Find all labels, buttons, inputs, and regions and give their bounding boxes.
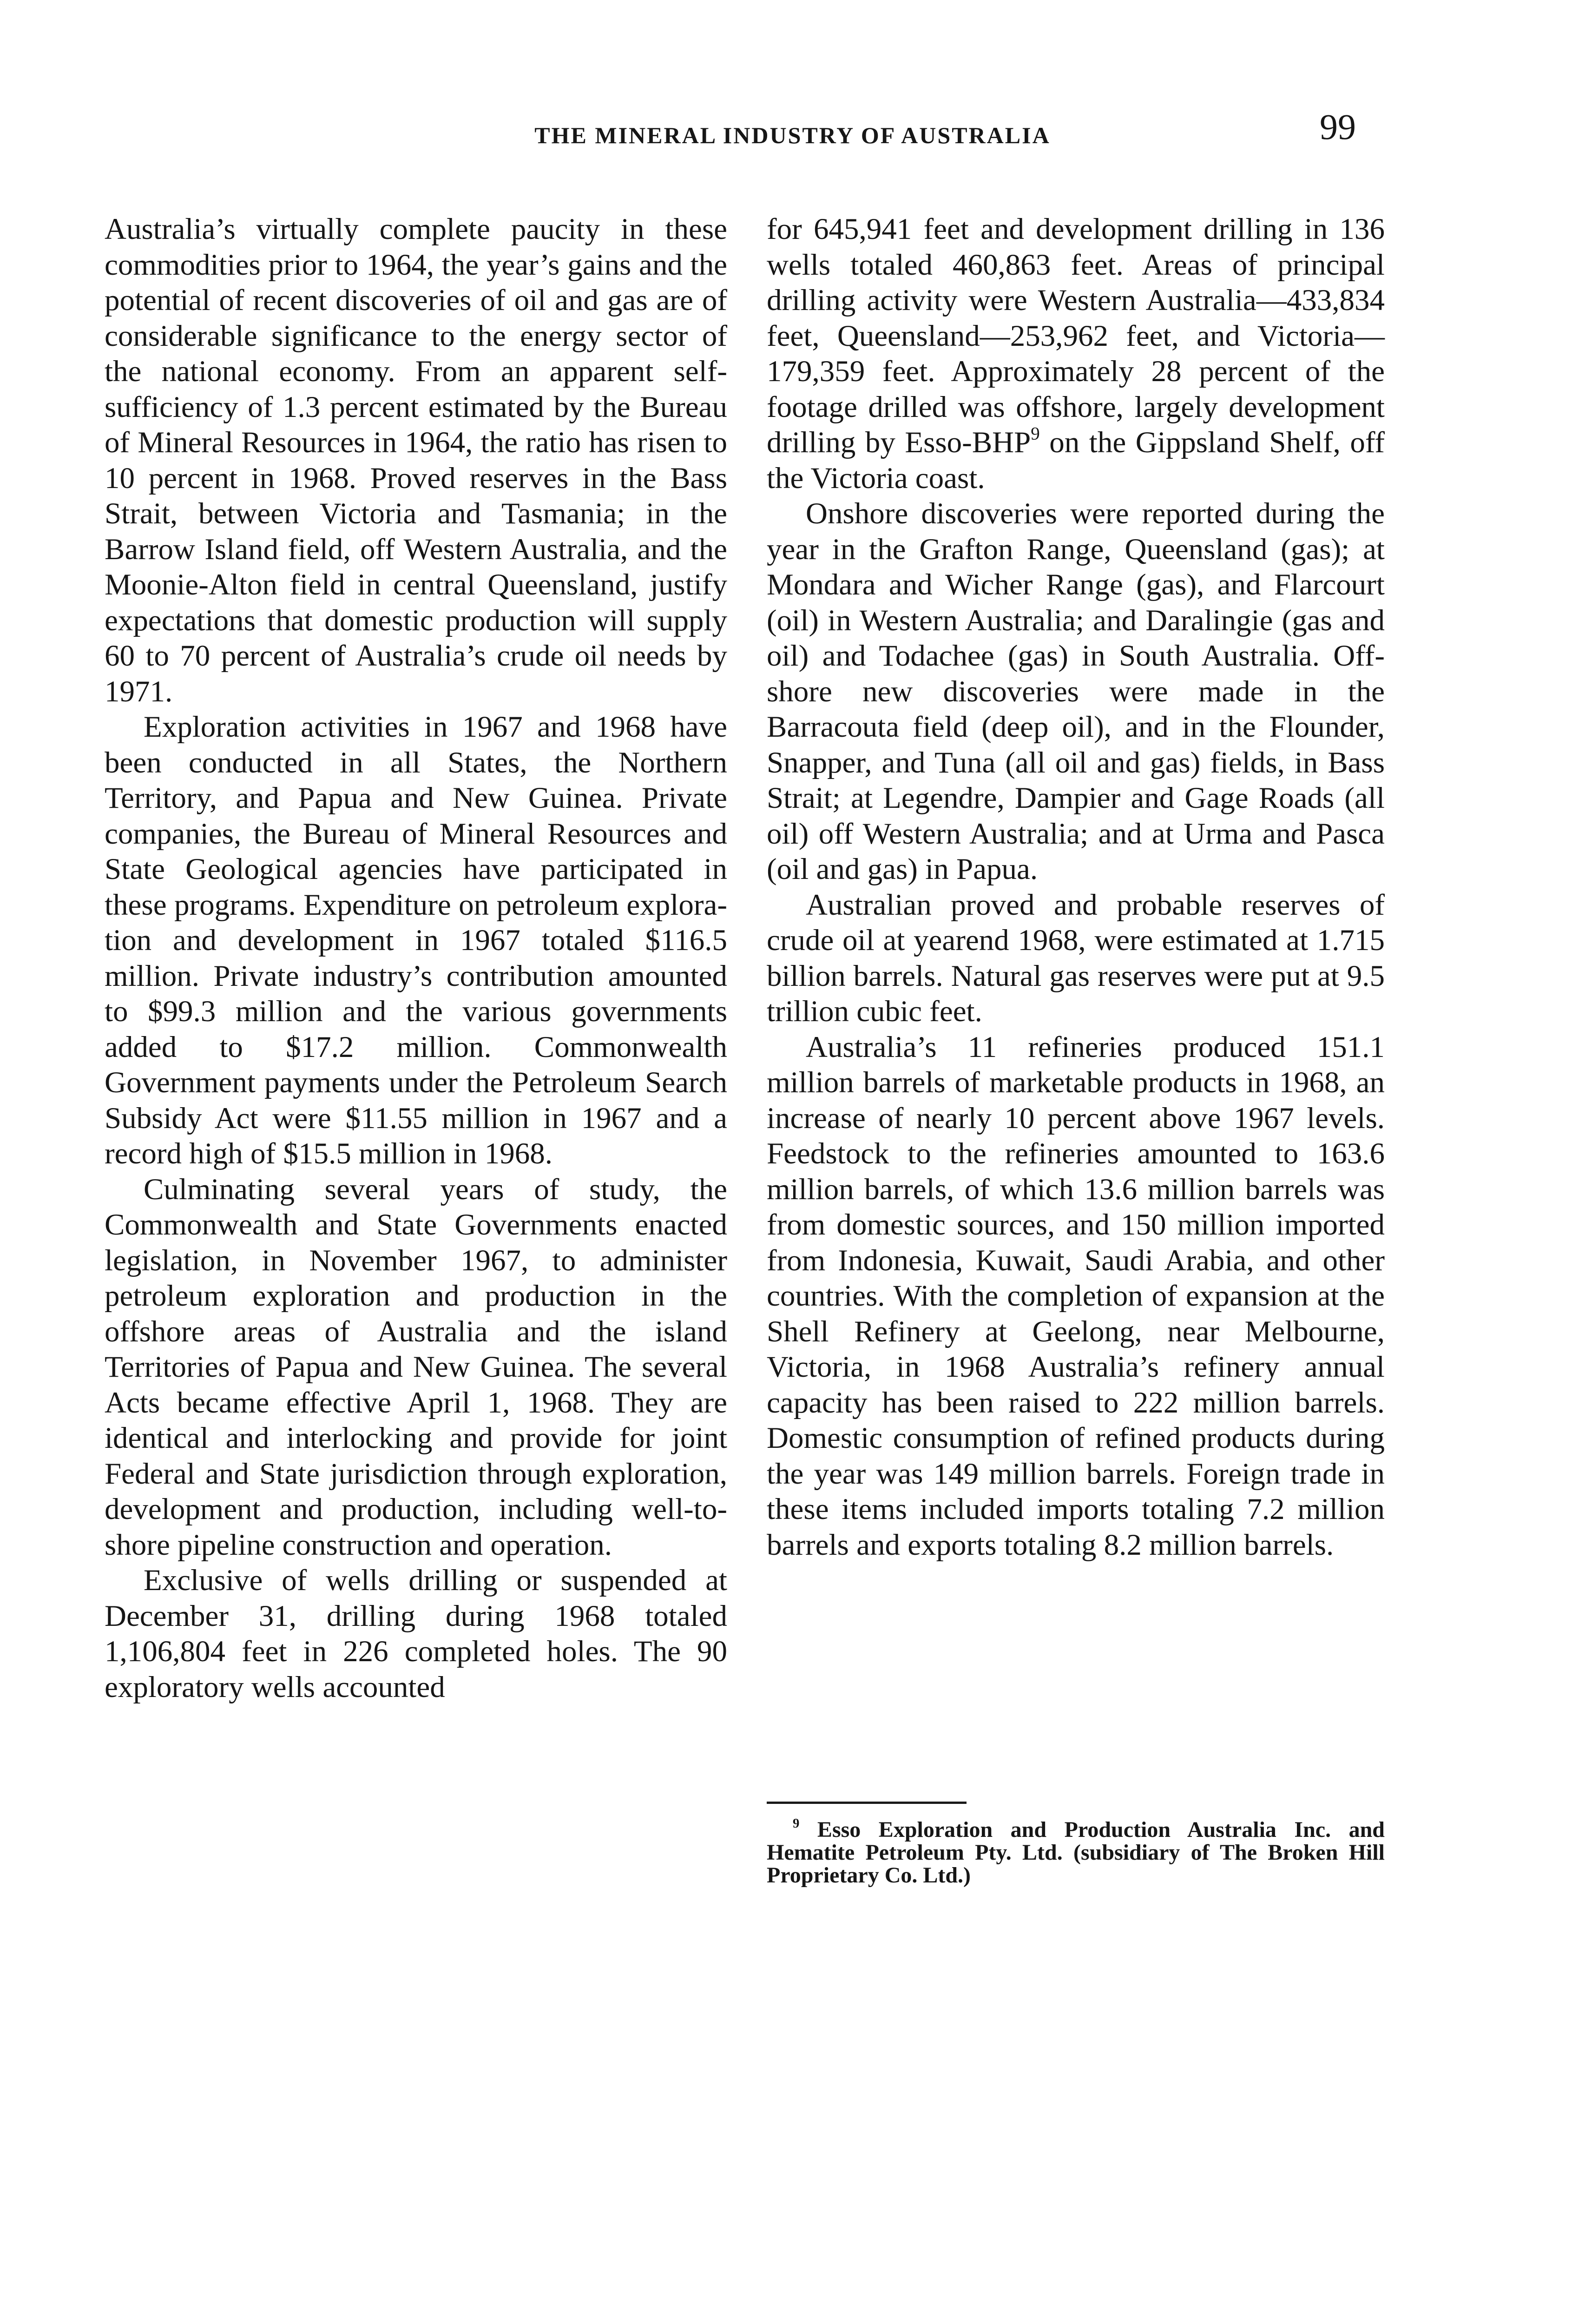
paragraph: Onshore discoveries were reported during the year in the Grafton Range, Queensland (gas); at Mondara and Wicher Range (gas), and Flarcourt (oil) in Western Australia; and Daralingie (gas and oil) and Todachee (gas) in South Australia. Offshore new discoveries were made in the Barracouta field (deep oil), and in the Flounder, Snapper, and Tuna (all oil and gas) fields, in Bass Strait; at Legendre, Dampier and Gage Roads (all oil) off Western Australia; and at Urma and Pasca (oil and gas) in Papua.: [767, 497, 1385, 886]
paragraph-text: on the Gippsland Shelf, off the Victoria coast.: [767, 426, 1385, 495]
paragraph-text: for 645,941 feet and development drilling in 136 wells totaled 460,863 feet. Areas of principal drilling activity were Western Australia—433,834 feet, Queensland—253,962 feet, and Victoria—179,359 feet. Approximately 28 percent of the footage drilled was offshore, largely development drilling by Esso-BHP: [767, 212, 1385, 459]
paragraph: Australian proved and probable reserves of crude oil at yearend 1968, were estimated at 1.715 billion barrels. Natural gas reserves were put at 9.5 trillion cubic feet.: [767, 888, 1385, 1028]
footnote-marker: 9: [793, 1816, 800, 1831]
running-title: THE MINERAL INDUSTRY OF AUSTRALIA: [534, 122, 1051, 148]
footnote-reference: 9: [1031, 423, 1040, 444]
paragraph: Australia’s virtually complete paucity in these commodities prior to 1964, the year’s gains and the potential of recent discoveries of oil and gas are of considerable significance to the energy sector of the national economy. From an apparent self-sufficiency of 1.3 percent estimated by the Bureau of Mineral Resources in 1964, the ratio has risen to 10 percent in 1968. Proved reserves in the Bass Strait, between Victoria and Tasmania; in the Barrow Island field, off Western Australia, and the Moonie-Alton field in central Queensland, justify expectations that domestic production will supply 60 to 70 percent of Australia’s crude oil needs by 1971.: [105, 212, 727, 708]
page-number: 99: [1320, 106, 1356, 147]
paragraph: Australia’s 11 refineries produced 151.1 million barrels of marketable products in 1968, an increase of nearly 10 percent above 1967 levels. Feedstock to the refineries amounted to 163.6 million barrels, of which 13.6 million barrels was from domestic sources, and 150 million imported from Indonesia, Kuwait, Saudi Arabia, and other countries. With the completion of expansion at the Shell Refinery at Geelong, near Melbourne, Victoria, in 1968 Australia’s refinery annual capacity has been raised to 222 million barrels. Domestic consumption of refined products during the year was 149 million barrels. Foreign trade in these items included imports totaling 7.2 million barrels and exports totaling 8.2 million barrels.: [767, 1030, 1385, 1562]
right-column: [767, 211, 1385, 1563]
footnote-divider: [767, 1802, 967, 1804]
left-column: [105, 211, 727, 1705]
paragraph: [767, 211, 1385, 496]
paragraph: Exclusive of wells drilling or suspended at December 31, drilling during 1968 totaled 1,106,804 feet in 226 completed holes. The 90 exploratory wells accounted: [105, 1564, 727, 1704]
footnote: [767, 1818, 1385, 1887]
footnote-text: Esso Exploration and Production Australia Inc. and Hematite Petroleum Pty. Ltd. (subsidiary of The Broken Hill Proprietary Co. Ltd.): [767, 1817, 1385, 1888]
paragraph: Exploration activities in 1967 and 1968 have been conducted in all States, the Northern Territory, and Papua and New Guinea. Private companies, the Bureau of Mineral Resources and State Geological agencies have participated in these programs. Expenditure on petroleum exploration and development in 1967 totaled $116.5 million. Private industry’s contribution amounted to $99.3 million and the various governments added to $17.2 million. Commonwealth Government payments under the Petroleum Search Subsidy Act were $11.55 million in 1967 and a record high of $15.5 million in 1968.: [105, 710, 727, 1170]
paragraph: Culminating several years of study, the Commonwealth and State Governments enacted legislation, in November 1967, to administer petroleum exploration and production in the offshore areas of Australia and the island Territories of Papua and New Guinea. The several Acts became effective April 1, 1968. They are identical and interlocking and provide for joint Federal and State jurisdiction through exploration, development and production, including well-to-shore pipeline construction and operation.: [105, 1172, 727, 1562]
